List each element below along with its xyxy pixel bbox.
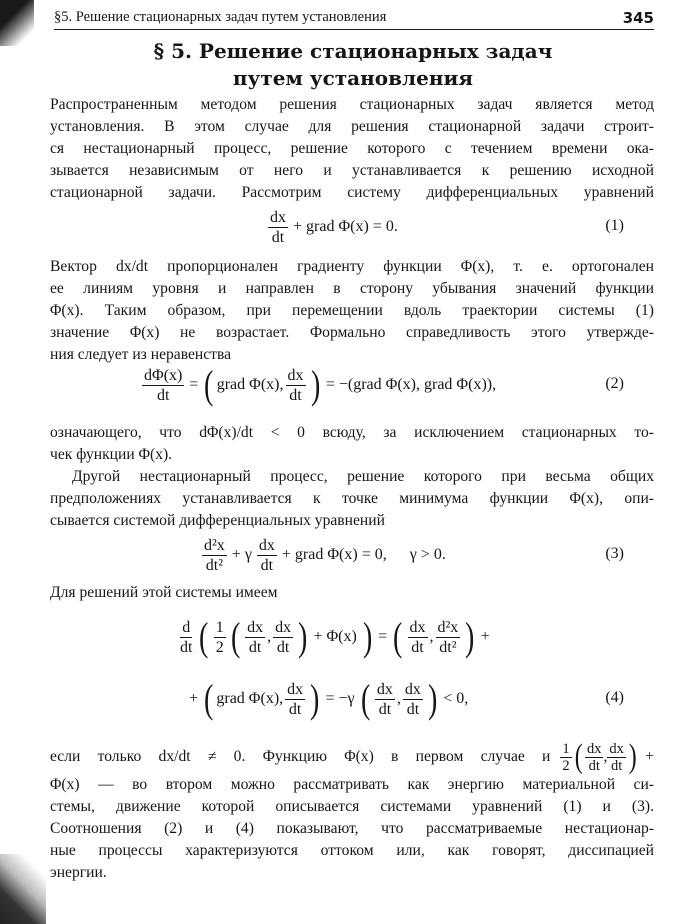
section-title (48, 38, 658, 92)
equation-4-line-1: $\frac{d}{dt}$ ( $\frac{1}{2}$ ( $\frac{dx}{dt}$ , $\frac{dx}{dt}$ ) + Φ(x) ) = ( $\frac{dx}{dt}$ , $\frac{\text{d²x}}{\text{dt²}}$ ) + (180, 614, 490, 659)
paragraph-line: ее линиям уровня и направлен в сторону убывания значений функции (50, 280, 654, 297)
paragraph-line: Φ(x) — во втором можно рассматривать как энергию материальной си- (50, 776, 654, 793)
running-head (54, 9, 654, 30)
paragraph-line: ния следует из неравенства (50, 346, 232, 363)
paragraph-line: Для решений этой системы имеем (50, 584, 278, 601)
paragraph-line: стационарной задачи. Рассмотрим систему дифференциальных уравнений (50, 184, 654, 201)
section-title-line-2: путем установления (232, 66, 474, 90)
paragraph-line: ся нестационарный процесс, решение которого с течением времени ока- (50, 140, 654, 157)
fraction: $\frac{dx}{dt}$ (270, 208, 286, 246)
paragraph-line: установления. В этом случае для решения стационарной задачи строит- (50, 118, 654, 135)
equation-3: $\frac{\text{d²x}}{\text{dt²}}$ + γ $\frac{dx}{dt}$ + grad Φ(x) = 0, γ > 0. (3) (204, 536, 624, 574)
equation-4-line-2: + ( grad Φ(x), $\frac{dx}{dt}$ ) = −γ ( $\frac{dx}{dt}$ , $\frac{dx}{dt}$ ) < 0, (4) (189, 676, 624, 721)
paragraph-line: чек функции Φ(x). (50, 446, 173, 463)
section-title-line-1: § 5. Решение стационарных задач (153, 39, 553, 63)
paragraph-line: зывается независимым от него и устанавливается к решению исходной (50, 162, 654, 179)
paragraph-line: означающего, что dΦ(x)/dt < 0 всюду, за исключением стационарных то- (50, 424, 654, 441)
paragraph-line: Распространенным методом решения стационарных задач является метод (50, 96, 654, 113)
equation-number: (3) (605, 545, 624, 562)
paragraph-line: ные процессы характеризуются оттоком или, как говорят, диссипацией (50, 842, 654, 859)
paragraph-line: значение Φ(x) не возрастает. Формально справедливость этого утвержде- (50, 324, 654, 341)
paragraph-line-with-formula: если только dx/dt ≠ 0. Функцию Φ(x) в первом случае и $\frac{1}{2}$ ( $\frac{dx}{dt}$ , $\frac{dx}{dt}$ ) + (50, 738, 654, 775)
equation-number: (4) (605, 689, 624, 706)
equation-number: (1) (605, 217, 624, 234)
paragraph-line: Другой нестационарный процесс, решение которого при весьма общих (72, 468, 654, 485)
running-head-title: §5. Решение стационарных задач путем установления (54, 9, 387, 25)
paragraph-line: энергии. (50, 864, 107, 881)
scan-shadow-bottom-left (0, 854, 46, 924)
page-number: 345 (622, 9, 654, 27)
paragraph-line: стемы, движение которой описывается системами уравнений (1) и (3). (50, 798, 654, 815)
equation-number: (2) (605, 375, 624, 392)
equation-1: $\frac{dx}{dt}$ + grad Φ(x) = 0. (1) (270, 208, 624, 246)
equation-2: $\frac{d\Phi(x)}{dt}$ = ( grad Φ(x), $\frac{dx}{dt}$ ) = −(grad Φ(x), grad Φ(x)), (2) (144, 362, 624, 407)
paragraph-line: сывается системой дифференциальных уравнений (50, 512, 385, 529)
paragraph-line: Соотношения (2) и (4) показывают, что рассматриваемые нестационар- (50, 820, 654, 837)
paragraph-line: Вектор dx/dt пропорционален градиенту функции Φ(x), т. е. ортогонален (50, 258, 654, 275)
paragraph-line: Φ(x). Таким образом, при перемещении вдоль траектории системы (1) (50, 302, 654, 319)
scan-shadow-top-left (0, 0, 34, 46)
paragraph-line: предположениях устанавливается к точке минимума функции Φ(x), опи- (50, 490, 654, 507)
